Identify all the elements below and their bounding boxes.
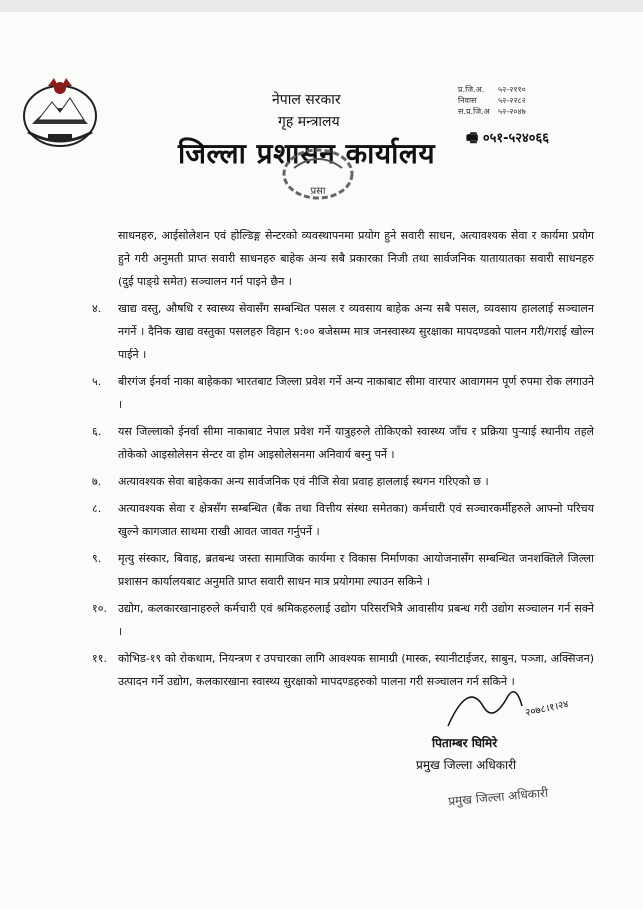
scan-border [0, 0, 643, 12]
notice-body [92, 224, 594, 697]
nepal-emblem-icon [18, 72, 102, 152]
office-seal-stamp [268, 148, 368, 218]
signature-date: २०७८।१।२४ [524, 699, 570, 719]
contact-numbers [458, 84, 526, 117]
list-item: ७. अत्यावश्यक सेवा बाहेकका अन्य सार्वजनिक एवं नीजि सेवा प्रवाह हाललाई स्थगन गरिएको छ । [92, 475, 489, 488]
designation-stamp: प्रमुख जिल्ला अधिकारी [447, 785, 549, 809]
fax-icon: 🖷 [466, 131, 483, 146]
list-item: ६. यस जिल्लाको ईनर्वा सीमा नाकाबाट नेपाल प्रवेश गर्ने यात्रुहरुले तोकिएको स्वास्थ्य जाँच र प्रक्रिया पुऱ्याई स्थानीय तहले तोकेको आइसोलेसन सेन्टर वा होम आइसोलेसनमा अनिवार्य बस्नु पर्ने । [92, 425, 594, 461]
contact-row: प्र.जि.अ. ५२-२११० [458, 85, 526, 94]
handwritten-signature [438, 676, 588, 736]
intro-paragraph: साधनहरु, आईसोलेशन एवं होल्डिङ्ग सेन्टरको व्यवस्थापनमा प्रयोग हुने सवारी साधन, अत्यावश्यक सेवा र कार्यमा प्रयोग हुने गरी अनुमती प्राप्त सवारी साधनहरु बाहेक अन्य सबै प्रकारका निजी तथा सार्वजनिक यातायातका सवारी साधनहरु (दुई पाङ्ग्रे समेत) सञ्चालन गर्न पाइने छैन । [118, 229, 594, 288]
contact-row: स.प्र.जि.अ ५२-२०४७ [458, 107, 526, 116]
list-item: ११. कोभिड-१९ को रोकथाम, नियन्त्रण र उपचारका लागि आवश्यक सामाग्री (मास्क, स्यानीटाईजर, साबुन, पञ्जा, अक्सिजन) उत्पादन गर्ने उद्योग, कलकारखाना स्वास्थ्य सुरक्षाको मापदण्डहरुको पालना गरी सञ्चालन गर्न सकिने । [92, 652, 594, 688]
list-item: १०. उद्योग, कलकारखानाहरुले कर्मचारी एवं श्रमिकहरुलाई उद्योग परिसरभित्रै आवासीय प्रबन्ध गरी उद्योग सञ्चालन गर्न सक्ने । [92, 602, 594, 638]
fax-number: 🖷 ०५१-५२४०६६ [466, 131, 550, 146]
office-title: जिल्ला प्रशासन कार्यालय [178, 137, 436, 170]
stamp-text: प्रसा [310, 186, 326, 197]
signatory-title: प्रमुख जिल्ला अधिकारी [416, 758, 517, 772]
contact-row: निवास ५२-२२८२ [458, 96, 526, 105]
government-heading: नेपाल सरकार [272, 92, 341, 108]
ministry-heading: गृह मन्त्रालय [278, 114, 340, 130]
list-item: ९. मृत्यु संस्कार, बिवाह, ब्रतबन्ध जस्ता सामाजिक कार्यमा र विकास निर्माणका आयोजनासँग सम्बन्धित जनशक्तिले जिल्ला प्रशासन कार्यालयबाट अनुमति प्राप्त सवारी साधन मात्र प्रयोगमा ल्याउन सकिने । [92, 552, 594, 588]
list-item: ४. खाद्य वस्तु, औषधि र स्वास्थ्य सेवासँग सम्बन्धित पसल र व्यवसाय बाहेक अन्य सबै पसल, व्यवसाय हाललाई सञ्चालन नगर्ने । दैनिक खाद्य वस्तुका पसलहरु विहान ९:०० बजेसम्म मात्र जनस्वास्थ्य सुरक्षाका मापदण्डको पालन गरी/गराई खोल्न पाईने । [92, 302, 594, 361]
list-item: ५. बीरगंज ईनर्वा नाका बाहेकका भारतबाट जिल्ला प्रवेश गर्ने अन्य नाकाबाट सीमा वारपार आवागमन पूर्ण रुपमा रोक लगाउने । [92, 375, 594, 411]
list-item: ८. अत्यावश्यक सेवा र क्षेत्रसँग सम्बन्धित (बैंक तथा वित्तीय संस्था समेतका) कर्मचारी एवं सञ्चारकर्मीहरुले आफ्नो परिचय खुल्ने कागजात साथमा राखी आवत जावत गर्नुपर्ने । [92, 502, 594, 538]
signatory-name: पिताम्बर घिमिरे [432, 736, 498, 750]
